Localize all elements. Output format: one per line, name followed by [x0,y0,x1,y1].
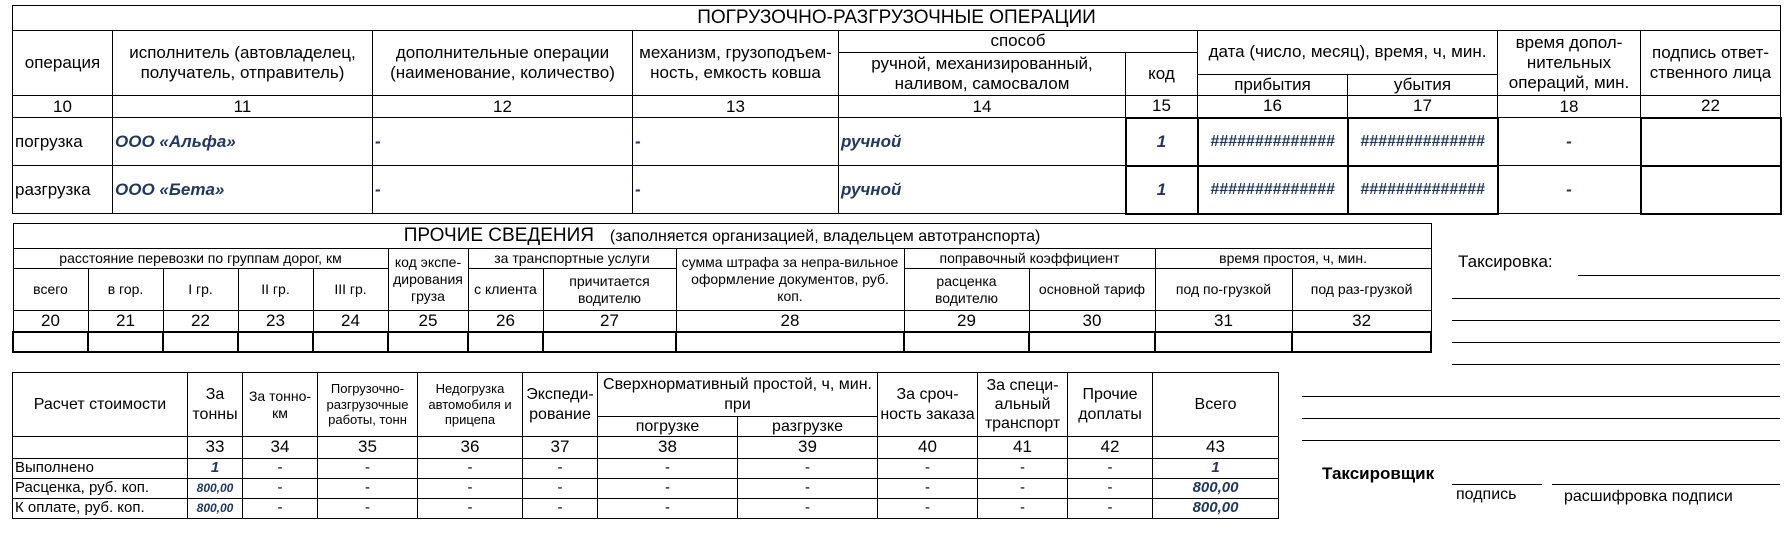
header-unloading: разгрузке [738,417,878,437]
arrival-cell[interactable]: ############## [1198,166,1348,214]
header-base-tariff: основной тариф [1029,269,1155,311]
blank-cell [13,437,188,458]
header-from-client: с клиента [468,269,543,311]
taxation-line [1452,298,1780,299]
value-cell[interactable]: - [978,498,1068,518]
header-coef: поправочный коэффициент [904,249,1155,269]
header-departure: убытия [1348,75,1498,96]
value-cell[interactable] [1292,332,1431,352]
row-label: К оплате, руб. коп. [13,498,188,518]
additional-cell[interactable]: - [373,166,633,214]
value-cell[interactable]: - [243,478,318,498]
loading-operations-table [12,5,1782,215]
col-number: 11 [113,96,373,118]
column-numbers-row [13,96,1781,118]
header-special-transport: За специ-альный транспорт [978,373,1068,437]
value-cell[interactable]: - [598,478,738,498]
col-number: 33 [188,437,243,458]
column-numbers-row [13,437,1279,458]
taxation-line [1302,418,1780,419]
table-row [13,478,1279,498]
total-cell[interactable]: 800,00 [1153,478,1279,498]
col-number: 29 [904,311,1029,333]
col-number: 31 [1155,311,1292,333]
header-per-ton: За тонны [188,373,243,437]
departure-cell[interactable]: ############## [1348,118,1498,166]
additional-cell[interactable]: - [373,118,633,166]
table-row [13,332,1431,352]
header-arrival: прибытия [1198,75,1348,96]
table-row [13,166,1781,214]
header-distance-total: всего [13,269,88,311]
col-number: 36 [418,437,523,458]
mechanism-cell[interactable]: - [633,166,839,214]
header-calc-title: Расчет стоимости [13,373,188,437]
header-to-driver: причитается водителю [543,269,676,311]
col-number: 30 [1029,311,1155,333]
value-cell[interactable]: - [243,458,318,478]
decode-caption: расшифровка подписи [1564,488,1733,505]
value-cell[interactable]: - [1068,478,1153,498]
value-cell[interactable]: 800,00 [188,498,243,518]
section2-title-text: ПРОЧИЕ СВЕДЕНИЯ [403,224,595,246]
col-number: 13 [633,96,839,118]
value-cell[interactable]: - [738,458,878,478]
taxer-label: Таксировщик [1322,464,1435,483]
value-cell[interactable]: - [878,478,978,498]
header-exp-code: код экспе-дирования груза [388,249,468,311]
col-number: 27 [543,311,676,333]
col-number: 42 [1068,437,1153,458]
header-underload: Недогрузка автомобиля и прицепа [418,373,523,437]
table-row [13,498,1279,518]
value-cell[interactable] [468,332,543,352]
value-cell[interactable]: - [523,478,598,498]
header-distance-city: в гор. [88,269,163,311]
header-idle-time: время простоя, ч, мин. [1155,249,1431,269]
taxation-line [1302,396,1780,397]
col-number: 25 [388,311,468,333]
value-cell[interactable]: - [978,478,1068,498]
header-fine: сумма штрафа за непра-вильное оформление документов, руб. коп. [676,249,904,311]
value-cell[interactable]: - [418,458,523,478]
row-label: Выполнено [13,458,188,478]
header-other-payments: Прочие доплаты [1068,373,1153,437]
code-cell[interactable]: 1 [1126,166,1198,214]
header-idle-unload: под раз-грузкой [1292,269,1431,311]
value-cell[interactable]: - [878,458,978,478]
header-idle-load: под по-грузкой [1155,269,1292,311]
value-cell[interactable] [238,332,313,352]
value-cell[interactable]: - [523,498,598,518]
extra-time-cell[interactable]: - [1498,118,1641,166]
col-number: 20 [13,311,88,333]
col-number: 24 [313,311,388,333]
column-numbers-row [13,311,1431,333]
section2-title [13,224,1431,249]
value-cell[interactable] [1029,332,1155,352]
value-cell[interactable]: - [1068,458,1153,478]
col-number: 35 [318,437,418,458]
value-cell[interactable] [313,332,388,352]
col-number: 14 [839,96,1126,118]
taxation-label: Таксировка: [1458,252,1553,271]
value-cell[interactable] [904,332,1029,352]
extra-time-cell[interactable]: - [1498,166,1641,214]
header-mechanism: механизм, грузоподъем-ность, емкость ковша [633,31,839,96]
total-cell[interactable]: 800,00 [1153,498,1279,518]
col-number: 39 [738,437,878,458]
header-loading-works: Погрузочно-разгрузочные работы, тонн [318,373,418,437]
header-extra-time: время допол-нительных операций, мин. [1498,31,1641,96]
header-method: способ [839,31,1198,53]
value-cell[interactable]: - [243,498,318,518]
section1-title: ПОГРУЗОЧНО-РАЗГРУЗОЧНЫЕ ОПЕРАЦИИ [13,6,1781,31]
value-cell[interactable]: 1 [188,458,243,478]
value-cell[interactable] [13,332,88,352]
operation-cell: погрузка [13,118,113,166]
taxation-line [1578,275,1780,276]
section2-subtitle: (заполняется организацией, владельцем автотранспорта) [609,227,1041,245]
header-operation: операция [13,31,113,96]
value-cell[interactable] [676,332,904,352]
total-cell[interactable]: 1 [1153,458,1279,478]
col-number: 32 [1292,311,1431,333]
header-distance-g2: II гр. [238,269,313,311]
value-cell[interactable]: - [598,458,738,478]
value-cell[interactable]: - [418,478,523,498]
col-number: 40 [878,437,978,458]
col-number: 21 [88,311,163,333]
header-distance-g1: I гр. [163,269,238,311]
signature-caption: подпись [1456,486,1517,503]
header-driver-rate: расценка водителю [904,269,1029,311]
header-urgency: За сроч-ность заказа [878,373,978,437]
value-cell[interactable]: - [1068,498,1153,518]
value-cell[interactable]: - [738,498,878,518]
value-cell[interactable] [163,332,238,352]
col-number: 16 [1198,96,1348,118]
signature-cell[interactable] [1641,166,1781,214]
header-method-desc: ручной, механизированный, наливом, самосвалом [839,53,1126,96]
signature-cell[interactable] [1641,118,1781,166]
operation-cell: разгрузка [13,166,113,214]
col-number: 38 [598,437,738,458]
value-cell[interactable] [388,332,468,352]
cost-calculation-table [12,372,1279,519]
value-cell[interactable]: - [878,498,978,518]
value-cell[interactable]: - [318,478,418,498]
col-number: 22 [1641,96,1781,118]
executor-cell[interactable]: ООО «Бета» [113,166,373,214]
signature-line[interactable] [1452,484,1542,485]
header-overnorm: Сверхнормативный простой, ч, мин. при [598,373,878,417]
col-number: 43 [1153,437,1279,458]
header-per-ton-km: За тонно-км [243,373,318,437]
taxation-line [1452,364,1780,365]
header-expedition: Экспеди-рование [523,373,598,437]
col-number: 10 [13,96,113,118]
header-executor: исполнитель (автовладелец, получатель, отправитель) [113,31,373,96]
header-total: Всего [1153,373,1279,437]
col-number: 12 [373,96,633,118]
taxation-line [1452,342,1780,343]
col-number: 23 [238,311,313,333]
value-cell[interactable]: 800,00 [188,478,243,498]
col-number: 28 [676,311,904,333]
mechanism-cell[interactable]: - [633,118,839,166]
col-number: 22 [163,311,238,333]
decode-line[interactable] [1552,484,1780,485]
other-info-table [12,223,1432,353]
col-number: 18 [1498,96,1641,118]
col-number: 34 [243,437,318,458]
taxation-line [1452,320,1780,321]
table-row [13,118,1781,166]
executor-cell[interactable]: ООО «Альфа» [113,118,373,166]
header-distance-group: расстояние перевозки по группам дорог, км [13,249,388,269]
header-signature: подпись ответ-ственного лица [1641,31,1781,96]
method-cell[interactable]: ручной [839,166,1126,214]
value-cell[interactable]: - [523,458,598,478]
value-cell[interactable] [1155,332,1292,352]
value-cell[interactable]: - [738,478,878,498]
value-cell[interactable]: - [978,458,1068,478]
value-cell[interactable] [88,332,163,352]
header-loading: погрузке [598,417,738,437]
header-additional-ops: дополнительные операции (наименование, количество) [373,31,633,96]
method-cell[interactable]: ручной [839,118,1126,166]
code-cell[interactable]: 1 [1126,118,1198,166]
col-number: 41 [978,437,1068,458]
col-number: 17 [1348,96,1498,118]
header-transport-services: за транспортные услуги [468,249,676,269]
value-cell[interactable]: - [318,498,418,518]
departure-cell[interactable]: ############## [1348,166,1498,214]
value-cell[interactable] [543,332,676,352]
header-distance-g3: III гр. [313,269,388,311]
arrival-cell[interactable]: ############## [1198,118,1348,166]
value-cell[interactable]: - [418,498,523,518]
value-cell[interactable]: - [598,498,738,518]
col-number: 37 [523,437,598,458]
header-code: код [1126,53,1198,96]
col-number: 15 [1126,96,1198,118]
taxation-line [1302,440,1780,441]
header-datetime: дата (число, месяц), время, ч, мин. [1198,31,1498,75]
table-row [13,458,1279,478]
row-label: Расценка, руб. коп. [13,478,188,498]
col-number: 26 [468,311,543,333]
value-cell[interactable]: - [318,458,418,478]
